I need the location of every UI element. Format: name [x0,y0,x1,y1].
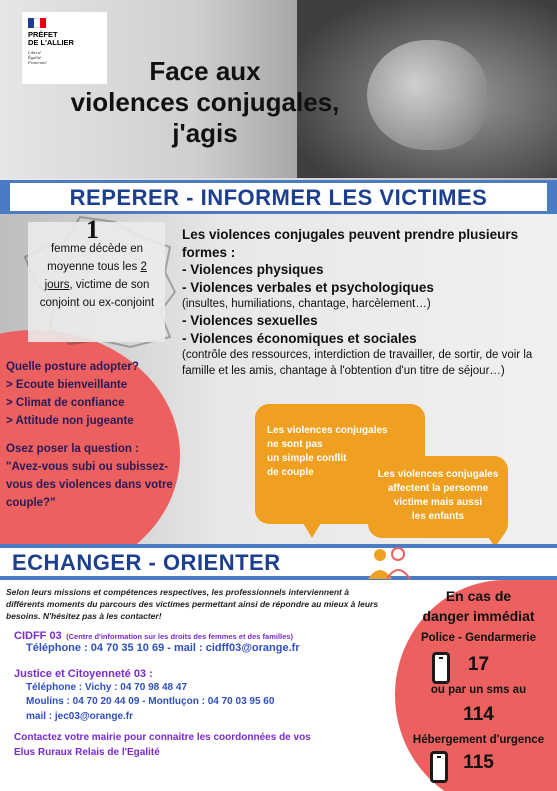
sms-label: ou par un sms au [430,684,527,696]
stat-text: femme décède en moyenne tous les 2 jours, victime de son conjoint ou ex-conjoint [39,243,155,309]
danger-heading1: En cas de [445,588,512,604]
section-title-echanger: ECHANGER - ORIENTER [12,550,281,575]
number-115: 115 [463,752,494,773]
speech-bubble-children: Les violences conjugales affectent la personne victime mais aussi les enfants [368,456,508,538]
number-114: 114 [463,704,494,725]
logo-motto3: Fraternité [28,60,47,65]
section-bar-reperer [0,180,557,214]
logo-line1: PRÉFET [28,30,58,39]
speech-bubble-conflict: Les violences conjugales ne sont pas un simple conflit de couple [255,404,425,524]
french-flag-icon [28,18,46,28]
justice-title: Justice et Citoyenneté 03 : [14,668,153,680]
contacts-panel [6,626,394,788]
justice-phone: Téléphone : Vichy : 04 70 98 48 47 [26,682,188,693]
danger-heading2: danger immédiat [422,608,535,624]
posture-item: > Climat de confiance [6,397,125,409]
posture-item: > Attitude non jugeante [6,415,134,427]
stat-number: 1 [86,215,99,244]
phone-icon [430,751,448,783]
form-item: - Violences verbales et psychologiques [182,279,434,295]
emergency-block [400,582,557,774]
people-icon [366,545,412,581]
page-title [20,56,390,149]
hebergement-label: Hébergement d'urgence [412,734,545,746]
form-item: - Violences physiques [182,262,324,277]
police-label: Police - Gendarmerie [420,632,537,644]
posture-list [6,358,176,430]
intro-text: Selon leurs missions et compétences respectives, les professionnels interviennent à différents moments du parcours des victimes permettant ainsi de répondre au mieux à leurs besoins. N'hésitez pas à les contacter! [6,587,379,621]
forms-intro: Les violences conjugales peuvent prendre plusieurs formes : [182,227,519,260]
logo-line2: DE L'ALLIER [28,38,74,47]
posture-heading: Quelle posture adopter? [6,361,139,373]
justice-phones: Moulins : 04 70 20 44 09 - Montluçon : 04 70 03 95 60 [26,696,275,707]
violence-forms [182,226,552,379]
question-heading: Osez poser la question : [6,443,139,455]
posture-item: > Ecoute bienveillante [6,379,128,391]
logo-motto2: Égalité [28,55,41,60]
form-item: - Violences sexuelles [182,313,318,328]
form-item-note: (contrôle des ressources, interdiction de travailler, de sortir, de voir la famille et les amis, chantage à l'obtention d'un titre de séjour…) [182,349,533,377]
question-text: "Avez-vous subi ou subissez-vous des violences dans votre couple?" [6,461,173,509]
title-line2: violences conjugales, [70,87,340,117]
form-item-note: (insultes, humiliations, chantage, harcèlement…) [182,298,431,310]
mairie-line2: Elus Ruraux Relais de l'Egalité [14,747,160,758]
section-title-reperer: REPERER - INFORMER LES VICTIMES [69,185,488,210]
section-bar-echanger [0,544,557,580]
number-17: 17 [467,654,490,675]
question-block [6,440,176,512]
title-line1: Face aux [149,56,261,86]
justice-mail: mail : jec03@orange.fr [26,711,134,722]
cidff-contact: CIDFF 03 (Centre d'information sur les droits des femmes et des familles) [14,630,293,642]
logo-motto1: Liberté [28,50,41,55]
title-line3: j'agis [172,118,238,148]
phone-icon [432,652,450,684]
speech-bubble-tail [300,518,324,538]
cidff-phone-mail: Téléphone : 04 70 35 10 69 - mail : cidff03@orange.fr [26,642,300,654]
mairie-line1: Contactez votre mairie pour connaitre les coordonnées de vos [14,732,311,743]
form-item: - Violences économiques et sociales [182,330,417,346]
